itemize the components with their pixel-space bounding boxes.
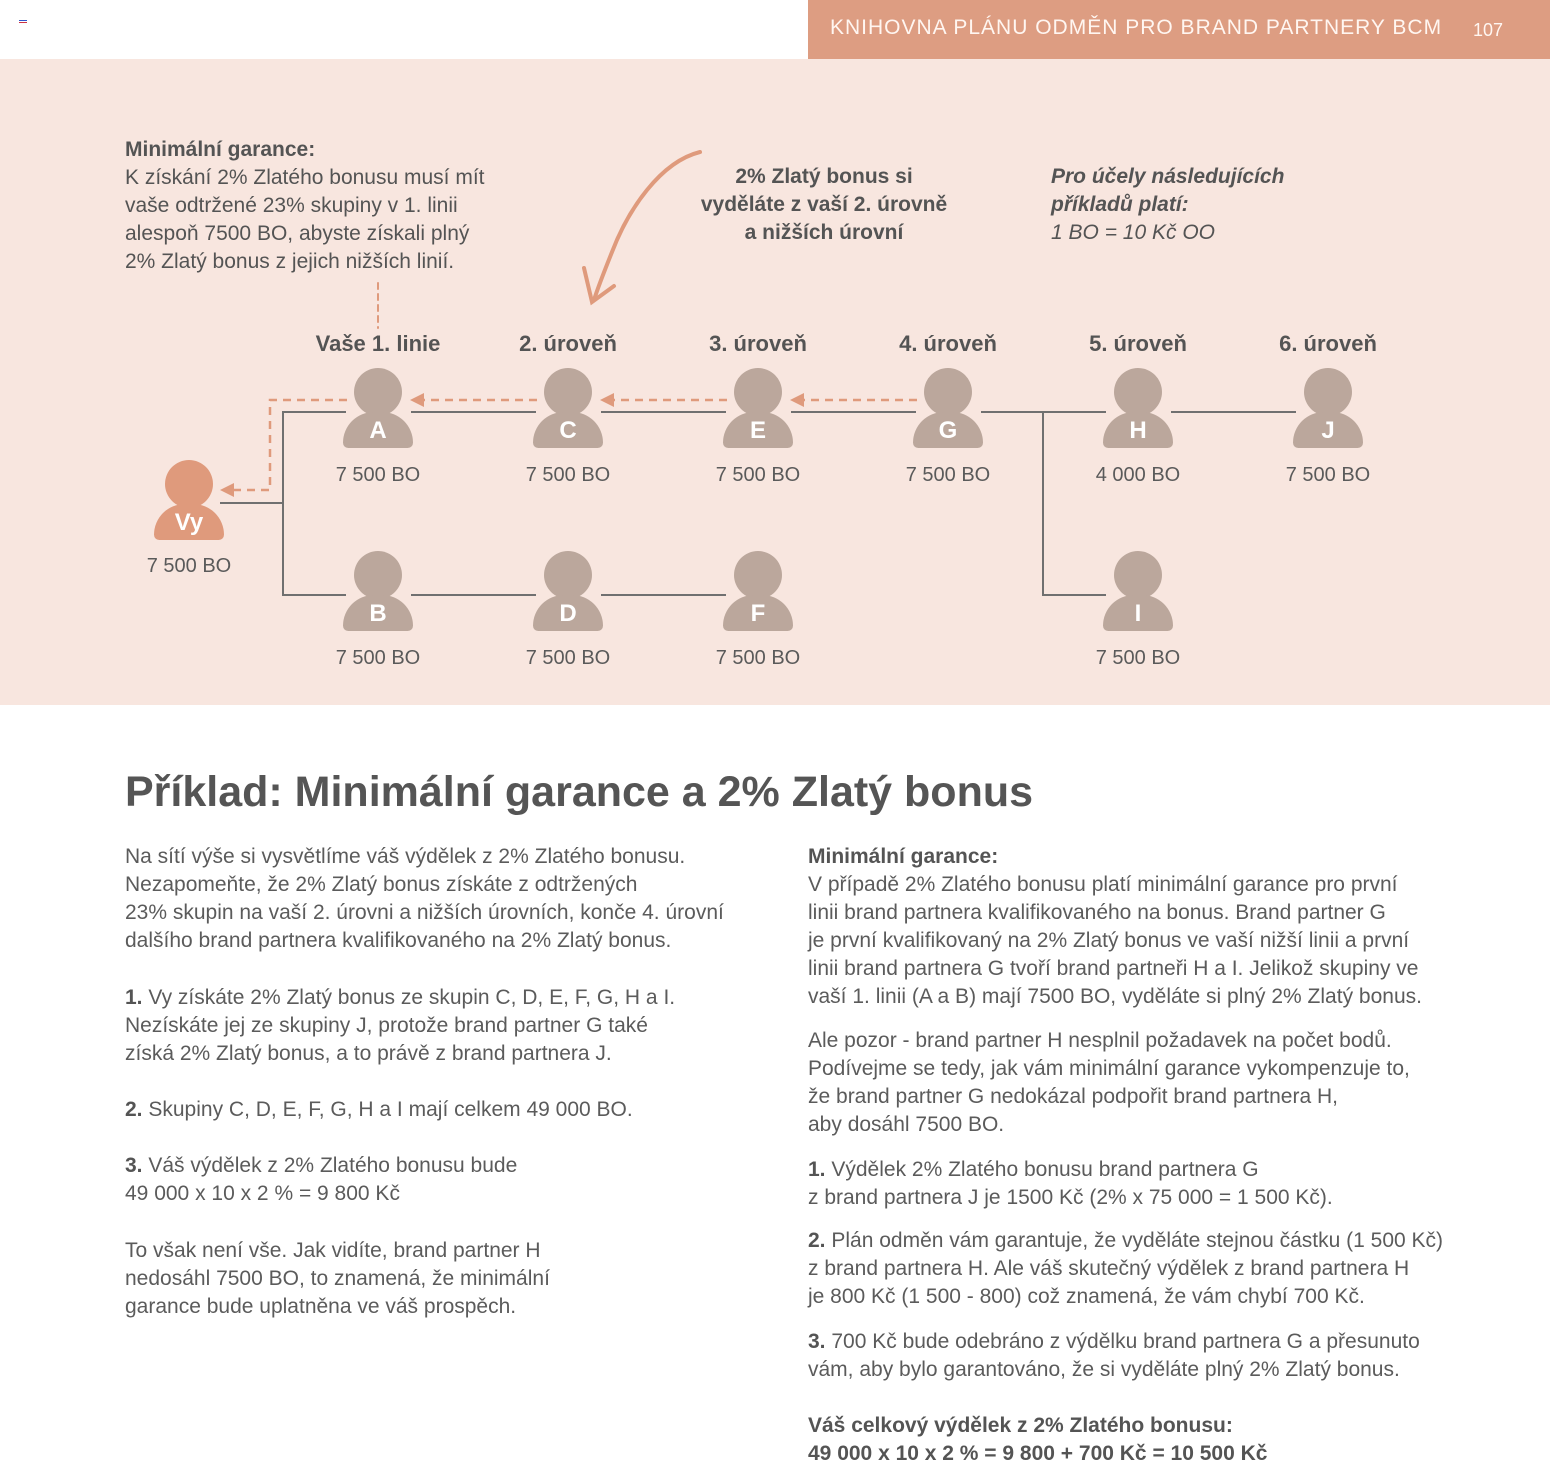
text-line: 49 000 x 10 x 2 % = 9 800 Kč (125, 1182, 400, 1205)
point-number: 1. (808, 1158, 826, 1181)
person-head-icon (1114, 551, 1162, 599)
note-left-line: K získání 2% Zlatého bonusu musí mít (125, 166, 485, 189)
right-title: Minimální garance: (808, 845, 999, 868)
person-head-icon (165, 460, 213, 508)
right-step-1 (808, 1156, 1333, 1212)
text-line: Váš výdělek z 2% Zlatého bonusu bude (148, 1154, 518, 1177)
text-line: Podívejme se tedy, jak vám minimální garance vykompenzuje to, (808, 1057, 1410, 1080)
note-right-line: 1 BO = 10 Kč OO (1051, 221, 1215, 244)
header-title: KNIHOVNA PLÁNU ODMĚN PRO BRAND PARTNERY BCM (830, 16, 1443, 39)
note-center-line: 2% Zlatý bonus si (735, 165, 913, 188)
person-label: C (533, 412, 603, 448)
person-head-icon (354, 368, 402, 416)
person-d (533, 551, 603, 631)
person-label: Vy (154, 504, 224, 540)
text-line: V případě 2% Zlatého bonusu platí minimální garance pro první (808, 873, 1398, 896)
person-b (343, 551, 413, 631)
text-line: linii brand partnera G tvoří brand partneři H a I. Jelikož skupiny ve (808, 957, 1419, 980)
note-left-line: 2% Zlatý bonus z jejich nižších linií. (125, 250, 455, 273)
bo-value-d: 7 500 BO (525, 647, 611, 669)
person-label: A (343, 412, 413, 448)
text-line: je první kvalifikovaný na 2% Zlatý bonus ve vaší nižší linii a první (808, 929, 1410, 952)
bo-value-e: 7 500 BO (715, 464, 801, 486)
total-formula: 49 000 x 10 x 2 % = 9 800 + 700 Kč = 10 500 Kč (808, 1442, 1268, 1465)
text-line: Nezapomeňte, že 2% Zlatý bonus získáte z odtržených (125, 873, 638, 896)
text-line: z brand partnera H. Ale váš skutečný výdělek z brand partnera H (808, 1257, 1410, 1280)
level-label-3: 3. úroveň (709, 331, 807, 356)
text-line: Nezískáte jej ze skupiny J, protože brand partner G také (125, 1014, 648, 1037)
person-label: D (533, 595, 603, 631)
text-line: Ale pozor - brand partner H nesplnil požadavek na počet bodů. (808, 1029, 1392, 1052)
text-line: vám, aby bylo garantováno, že si vyděláte plný 2% Zlatý bonus. (808, 1358, 1400, 1381)
note-left (125, 136, 485, 276)
person-f (723, 551, 793, 631)
text-line: dalšího brand partnera kvalifikovaného na 2% Zlatý bonus. (125, 929, 672, 952)
person-you (154, 460, 224, 540)
person-label: E (723, 412, 793, 448)
note-left-line: alespoň 7500 BO, abyste získali plný (125, 222, 470, 245)
bo-value-b: 7 500 BO (335, 647, 421, 669)
text-line: Skupiny C, D, E, F, G, H a I mají celkem 49 000 BO. (148, 1098, 633, 1121)
level-label-6: 6. úroveň (1279, 331, 1377, 356)
text-line: aby dosáhl 7500 BO. (808, 1113, 1005, 1136)
level-label-5: 5. úroveň (1089, 331, 1187, 356)
level-label-4: 4. úroveň (899, 331, 997, 356)
right-step-2 (808, 1227, 1443, 1311)
text-line: Plán odměn vám garantuje, že vyděláte stejnou částku (1 500 Kč) (831, 1229, 1444, 1252)
person-head-icon (544, 551, 592, 599)
right-paragraph-2 (808, 1027, 1410, 1139)
person-head-icon (734, 368, 782, 416)
total-earnings (808, 1412, 1267, 1468)
person-head-icon (924, 368, 972, 416)
section-heading: Příklad: Minimální garance a 2% Zlatý bonus (125, 768, 1034, 816)
left-outro (125, 1237, 550, 1321)
person-c (533, 368, 603, 448)
note-right (1051, 163, 1284, 247)
note-right-line: příkladů platí: (1051, 193, 1189, 216)
person-j (1293, 368, 1363, 448)
left-intro (125, 843, 724, 955)
text-line: 700 Kč bude odebráno z výdělku brand partnera G a přesunuto (831, 1330, 1420, 1353)
level-label-1: Vaše 1. linie (315, 331, 441, 356)
bo-value-you: 7 500 BO (146, 555, 232, 577)
point-number: 3. (808, 1330, 826, 1353)
person-head-icon (354, 551, 402, 599)
person-label: F (723, 595, 793, 631)
text-line: Na sítí výše si vysvětlíme váš výdělek z 2% Zlatého bonusu. (125, 845, 686, 868)
text-line: Vy získáte 2% Zlatý bonus ze skupin C, D, E, F, G, H a I. (148, 986, 676, 1009)
text-line: že brand partner G nedokázal podpořit brand partnera H, (808, 1085, 1338, 1108)
note-right-line: Pro účely následujících (1051, 165, 1285, 188)
note-center-line: vyděláte z vaší 2. úrovně (700, 193, 948, 216)
text-line: 23% skupin na vaší 2. úrovni a nižších úrovních, konče 4. úrovní (125, 901, 724, 924)
text-line: linii brand partnera kvalifikovaného na bonus. Brand partner G (808, 901, 1386, 924)
left-point-2 (125, 1096, 633, 1124)
person-label: B (343, 595, 413, 631)
text-line: To však není vše. Jak vidíte, brand partner H (125, 1239, 541, 1262)
text-line: vaší 1. linii (A a B) mají 7500 BO, vyděláte si plný 2% Zlatý bonus. (808, 985, 1422, 1008)
person-label: I (1103, 595, 1173, 631)
bo-value-c: 7 500 BO (525, 464, 611, 486)
person-head-icon (1304, 368, 1352, 416)
text-line: garance bude uplatněna ve váš prospěch. (125, 1295, 517, 1318)
note-center (664, 163, 984, 247)
person-head-icon (1114, 368, 1162, 416)
person-label: J (1293, 412, 1363, 448)
person-i (1103, 551, 1173, 631)
level-label-2: 2. úroveň (519, 331, 617, 356)
left-point-1 (125, 984, 675, 1068)
person-h (1103, 368, 1173, 448)
bo-value-a: 7 500 BO (335, 464, 421, 486)
person-head-icon (734, 551, 782, 599)
note-left-title: Minimální garance: (125, 138, 316, 161)
person-head-icon (544, 368, 592, 416)
point-number: 1. (125, 986, 143, 1009)
point-number: 3. (125, 1154, 143, 1177)
text-line: je 800 Kč (1 500 - 800) což znamená, že vám chybí 700 Kč. (808, 1285, 1365, 1308)
connector-h-i (1043, 412, 1106, 595)
right-step-3 (808, 1328, 1420, 1384)
person-g (913, 368, 983, 448)
person-e (723, 368, 793, 448)
point-number: 2. (808, 1229, 826, 1252)
note-left-line: vaše odtržené 23% skupiny v 1. linii (125, 194, 458, 217)
total-title: Váš celkový výdělek z 2% Zlatého bonusu: (808, 1414, 1233, 1437)
left-point-3 (125, 1152, 517, 1208)
note-center-line: a nižších úrovní (744, 221, 904, 244)
text-line: získá 2% Zlatý bonus, a to právě z brand partnera J. (125, 1042, 612, 1065)
point-number: 2. (125, 1098, 143, 1121)
bo-value-f: 7 500 BO (715, 647, 801, 669)
right-paragraph-1 (808, 843, 1422, 1011)
text-line: nedosáhl 7500 BO, to znamená, že minimální (125, 1267, 550, 1290)
bo-value-j: 7 500 BO (1285, 464, 1371, 486)
bo-value-g: 7 500 BO (905, 464, 991, 486)
page-number: 107 (1473, 20, 1504, 40)
person-a (343, 368, 413, 448)
bo-value-h: 4 000 BO (1095, 464, 1181, 486)
text-line: z brand partnera J je 1500 Kč (2% x 75 000 = 1 500 Kč). (808, 1186, 1333, 1209)
person-label: G (913, 412, 983, 448)
text-line: Výdělek 2% Zlatého bonusu brand partnera G (831, 1158, 1259, 1181)
person-label: H (1103, 412, 1173, 448)
bo-value-i: 7 500 BO (1095, 647, 1181, 669)
